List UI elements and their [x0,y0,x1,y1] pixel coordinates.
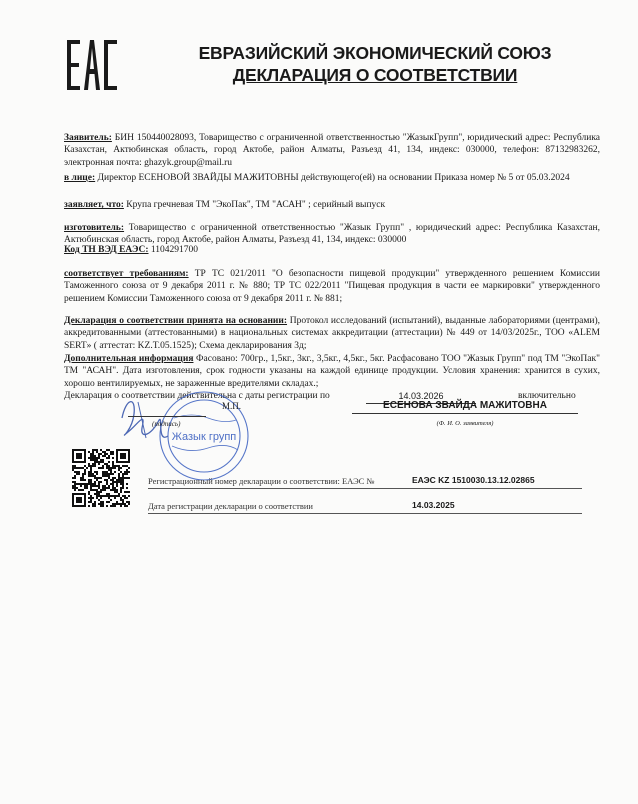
registration-number-value: ЕАЭС KZ 1510030.13.12.02865 [412,475,535,485]
requirements-label: соответствует требованиям: [64,269,189,279]
declaration-title: ДЕКЛАРАЦИЯ О СООТВЕТСТВИИ [232,65,518,85]
registration-number-underline [148,488,582,489]
registration-date-label: Дата регистрации декларации о соответствии [148,501,313,511]
manufacturer-section [64,222,600,247]
requirements-section [64,268,600,305]
signature-caption: (подпись) [152,420,181,428]
tnved-label: Код ТН ВЭД ЕАЭС: [64,245,149,255]
basis-label: Декларация о соответствии принята на основании: [64,316,288,326]
signer-name: ЕСЕНОВА ЗВАЙДА МАЖИТОВНА [352,400,578,414]
tnved-section [64,244,600,256]
requirements-text: ТР ТС 021/2011 "О безопасности пищевой продукции" утвержденного решением Комиссии Таможенного союза от 9 декабря 2011 г. № 880; ТР ТС 022/2011 "Пищевая продукция в части ее маркировки" утвержденного решением Комиссии Таможенного союза от 9 декабря 2011 г. № 881; [64,269,600,304]
union-title: ЕВРАЗИЙСКИЙ ЭКОНОМИЧЕСКИЙ СОЮЗ [198,43,552,63]
additional-text: Фасовано: 700гр., 1,5кг., 3кг., 3,5кг., 4,5кг., 5кг. Расфасовано ТОО "Жазык Групп" под ТМ "ЭкоПак" ТМ "АСАН". Дата изготовления, срок годности указаны на каждой единице продукции. Условия хранения: хранится в сухих, хорошо вентилируемых, не зараженные вредителями складах.; [64,354,600,389]
declares-text: Крупа гречневая ТМ "ЭкоПак", ТМ "АСАН" ; серийный выпуск [126,200,386,210]
manufacturer-text: Товарищество с ограниченной ответственностью "Жазык Групп" , юридический адрес: Республика Казахстан, Актюбинская область, город Актобе, район Алматы, Разъезд 41, 134, индекс: 030000 [64,223,600,246]
person-label: в лице: [64,173,96,183]
basis-text: Протокол исследований (испытаний), выданные лабораториями (центрами), аккредитованными (аттестованными) в национальных системах аккредитации (аттестации) № 449 от 14/03/2025г., ТОО «ALEM SERT» ( аттестат: KZ.T.05.1525); Схема декларирования 3д; [64,316,601,351]
declares-section [64,199,600,211]
validity-inclusive: включительно [518,391,576,401]
applicant-label: Заявитель: [64,133,112,143]
declares-label: заявляет, что: [64,200,124,210]
signature-line [128,416,206,417]
applicant-text: БИН 150440028093, Товарищество с ограниченной ответственностью "ЖазыкГрупп", юридический адрес: Республика Казахстан, Актюбинская область, город Актобе, район Алматы, Разъезд 41, 134, индекс: 030000, телефон: 87132983262, электронная почта: ghazyk.group@mail.ru [64,133,601,168]
additional-section [64,353,600,390]
tnved-value: 1104291700 [150,245,199,255]
validity-until-date: 14.03.2026 [398,391,444,401]
stamp-center-text: Жазык групп [171,431,237,443]
mp-label: М.П. [222,401,242,411]
registration-date-value: 14.03.2025 [412,500,455,510]
registration-date-underline [148,513,582,514]
manufacturer-label: изготовитель: [64,223,125,233]
registration-number-label: Регистрационный номер декларации о соответствии: ЕАЭС № [148,476,375,486]
signer-name-caption: (Ф. И. О. заявителя) [436,420,494,427]
person-text: Директор ЕСЕНОВОЙ ЗВАЙДЫ МАЖИТОВНЫ действующего(ей) на основании Приказа номер № 5 от 05.03.2024 [97,173,570,183]
person-section [64,172,600,184]
document-header [160,42,590,86]
company-stamp [112,388,268,488]
additional-label: Дополнительная информация [64,354,194,364]
qr-code-icon [72,449,130,507]
applicant-section [64,132,600,169]
basis-section [64,315,600,352]
validity-text: Декларация о соответствии действительна с даты регистрации по [64,391,330,401]
eac-logo-icon [66,36,118,94]
